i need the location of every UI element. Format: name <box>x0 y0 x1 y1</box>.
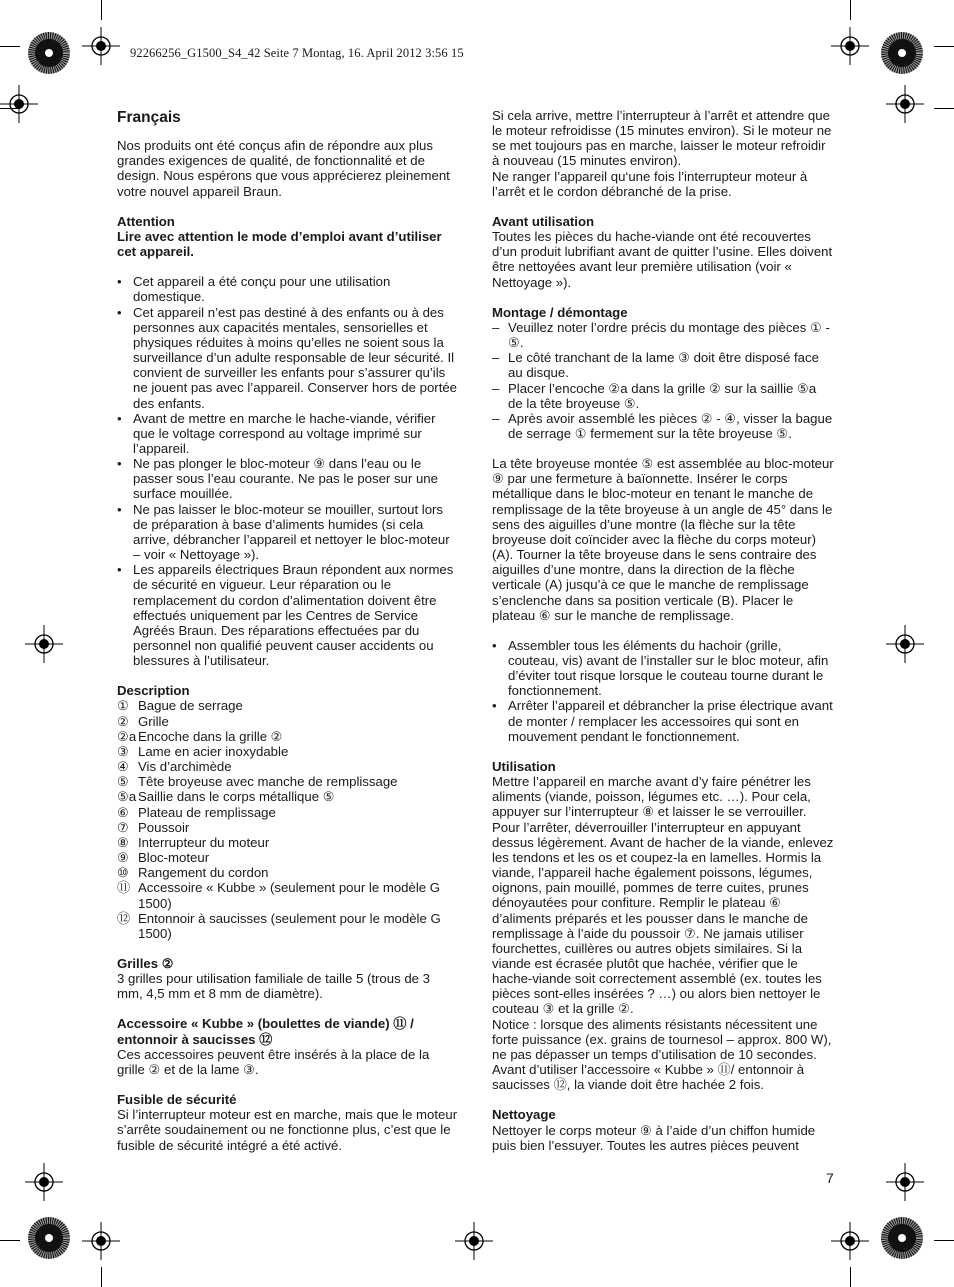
page-number: 7 <box>826 1170 834 1186</box>
list-item: • Assembler tous les éléments du hachoir (grille, couteau, vis) avant de l’installer sur le bloc moteur, afin d’éviter tout risque lorsque le couteau tourne durant le fonctionnement. <box>492 638 834 699</box>
accessoire-text: Ces accessoires peuvent être insérés à la place de la grille ② et de la lame ③. <box>117 1046 430 1077</box>
attention-warning: Lire avec attention le mode d’emploi avant d’utiliser cet appareil. <box>117 228 442 260</box>
item-text: Saillie dans le corps métallique ⑤ <box>138 789 335 805</box>
registration-mark-icon <box>831 27 869 65</box>
item-number: ⑤ <box>117 774 129 790</box>
registration-mark-icon <box>886 625 924 663</box>
list-item <box>117 820 459 835</box>
list-item <box>117 805 459 820</box>
item-number: ③ <box>117 743 129 759</box>
list-item: • Cet appareil n’est pas destiné à des enfants ou à des personnes aux capacités mentales, sensorielles et physiques réduites à moins qu’elles ne soient sous la surveillance d’un adulte responsable de leur sécurité. Il convient de surveiller les enfants pour s’assurer qu’ils ne jouent pas avec l’appareil. Conserver hors de portée des enfants. <box>117 305 459 411</box>
accessoire-heading: Accessoire « Kubbe » (boulettes de viande) ⑪ / entonnoir à saucisses ⑫ <box>117 1016 414 1047</box>
item-text: Poussoir <box>138 819 190 835</box>
item-number: ⑧ <box>117 834 129 850</box>
fusible-continued-note: Ne ranger l’appareil qu‘une fois l’interrupteur moteur à l’arrêt et le cordon débranché de la prise. <box>492 168 808 199</box>
item-number: ⑪ <box>117 880 131 896</box>
list-item <box>117 789 459 804</box>
left-column <box>117 108 459 1153</box>
crop-line <box>101 1267 102 1287</box>
item-text: Accessoire « Kubbe » (seulement pour le modèle G 1500) <box>138 880 441 911</box>
utilisation-notice: Notice : lorsque des aliments résistants nécessitent une forte puissance (ex. grains de tournesol – approx. 800 W), ne pas dépasser un temps d’utilisation de 10 secondes. Avant d’utiliser l’accessoire « Kubbe » ⑪/ entonnoir à saucisses ⑫, la viande doit être hachée 2 fois. <box>492 1016 832 1093</box>
list-item <box>117 714 459 729</box>
list-item <box>117 744 459 759</box>
avant-text: Toutes les pièces du hache-viande ont été recouvertes d’un produit lubrifiant avant de quitter l’usine. Elles doivent être nettoyées avant leur première utilisation (voir « Nettoyage »). <box>492 229 833 290</box>
list-item <box>117 698 459 713</box>
list-item <box>117 850 459 865</box>
crop-line <box>101 0 102 20</box>
item-number: ⑩ <box>117 865 129 881</box>
list-item: • Les appareils électriques Braun répondent aux normes de sécurité en vigueur. Leur réparation ou le remplacement du cordon d’alimentation doivent être effectués uniquement par les Centres de Service Agréés Braun. Des réparations effectuées par du personnel non qualifié peuvent causer accidents ou blessures à l’utilisateur. <box>117 562 459 668</box>
list-item <box>117 911 459 941</box>
utilisation-text: Mettre l’appareil en marche avant d’y faire pénétrer les aliments (viande, poisson, légumes etc. …). Pour cela, appuyer sur l’interrupteur ⑧ et laisser le se verrouiller. Pour l’arrêter, déverrouiller l’interrupteur en appuyant dessus légèrement. Avant de hacher de la viande, enlevez les tendons et les os et coupez-la en lamelles. Hormis la viande, l’appareil hache également poissons, légumes, oignons, pain mouillé, pommes de terre cuites, prunes dénoyautées pour confiture. Remplir le plateau ⑥ d’aliments préparés et les pousser dans le manche de remplissage à l’aide du poussoir ⑦. Ne jamais utiliser fourchettes, cuillères ou autres objets similaires. Si la viande est écrasée plutôt que hachée, vérifier que le hache-viande soit correctement assemblé (ex. toutes les pièces sont-elles insérées ? …) ou alors bien nettoyer le couteau ③ et la grille ②. <box>492 774 834 1017</box>
intro-paragraph: Nos produits ont été conçus afin de répondre aux plus grandes exigences de qualité, de fonctionnalité et de design. Nous espérons que vous apprécierez pleinement votre nouvel appareil Braun. <box>117 138 450 199</box>
list-item: – Le côté tranchant de la lame ③ doit être disposé face au disque. <box>492 350 834 380</box>
item-number: ⑥ <box>117 804 129 820</box>
registration-mark-icon <box>0 85 38 123</box>
item-text: Rangement du cordon <box>138 865 269 881</box>
list-item: • Ne pas laisser le bloc-moteur se mouiller, surtout lors de préparation à base d’aliments humides (si cela arrive, débrancher l’appareil et nettoyer le bloc-moteur – voir « Nettoyage »). <box>117 502 459 563</box>
registration-mark-icon <box>25 1163 63 1201</box>
item-text: Tête broyeuse avec manche de remplissage <box>138 774 398 790</box>
list-item: – Après avoir assemblé les pièces ② - ④, visser la bague de serrage ① fermement sur la tête broyeuse ⑤. <box>492 411 834 441</box>
item-text: Plateau de remplissage <box>138 804 276 820</box>
fusible-heading: Fusible de sécurité <box>117 1092 237 1108</box>
registration-mark-icon <box>82 1222 120 1260</box>
registration-mark-icon <box>455 1222 493 1260</box>
list-item: • Cet appareil a été conçu pour une utilisation domestique. <box>117 274 459 304</box>
nettoyage-text: Nettoyer le corps moteur ⑨ à l’aide d’un chiffon humide puis bien l’essuyer. Toutes les autres pièces peuvent <box>492 1122 816 1153</box>
registration-mark-icon <box>886 1163 924 1201</box>
list-item <box>117 835 459 850</box>
utilisation-heading: Utilisation <box>492 758 556 774</box>
list-item: – Placer l’encoche ②a dans la grille ② sur la saillie ⑤a de la tête broyeuse ⑤. <box>492 381 834 411</box>
item-number: ⑤a <box>117 789 137 805</box>
crop-line <box>934 108 954 109</box>
list-item: • Avant de mettre en marche le hache-viande, vérifier que le voltage correspond au voltage imprimé sur l’appareil. <box>117 411 459 456</box>
color-wheel-icon <box>27 31 71 75</box>
crop-line <box>934 1240 954 1241</box>
montage-list <box>492 320 834 441</box>
crop-line <box>0 1240 20 1241</box>
registration-mark-icon <box>886 85 924 123</box>
grilles-text: 3 grilles pour utilisation familiale de taille 5 (trous de 3 mm, 4,5 mm et 8 mm de diamètre). <box>117 971 430 1002</box>
item-number: ⑨ <box>117 850 129 866</box>
montage-bullets <box>492 638 834 744</box>
description-heading: Description <box>117 683 190 699</box>
nettoyage-heading: Nettoyage <box>492 1107 556 1123</box>
right-column <box>492 108 834 1153</box>
crop-line <box>0 46 20 47</box>
list-item <box>117 729 459 744</box>
item-text: Lame en acier inoxydable <box>138 743 289 759</box>
registration-mark-icon <box>831 1222 869 1260</box>
registration-mark-icon <box>82 27 120 65</box>
list-item: – Veuillez noter l’ordre précis du montage des pièces ① - ⑤. <box>492 320 834 350</box>
crop-line <box>850 0 851 20</box>
item-text: Grille <box>138 713 169 729</box>
list-item: • Ne pas plonger le bloc-moteur ⑨ dans l’eau ou le passer sous l’eau courante. Ne pas le poser sur une surface mouillée. <box>117 456 459 501</box>
item-number: ⑫ <box>117 910 131 926</box>
list-item <box>117 774 459 789</box>
montage-heading: Montage / démontage <box>492 304 628 320</box>
item-text: Bloc-moteur <box>138 850 210 866</box>
item-text: Bague de serrage <box>138 698 243 714</box>
item-text: Entonnoir à saucisses (seulement pour le modèle G 1500) <box>138 910 441 941</box>
list-item <box>117 759 459 774</box>
item-number: ④ <box>117 759 129 775</box>
list-item <box>117 865 459 880</box>
list-item <box>117 880 459 910</box>
page-title: Français <box>117 109 181 126</box>
item-text: Vis d’archimède <box>138 759 232 775</box>
avant-heading: Avant utilisation <box>492 213 595 229</box>
description-list <box>117 698 459 941</box>
attention-heading: Attention <box>117 213 175 229</box>
fusible-continued: Si cela arrive, mettre l’interrupteur à l’arrêt et attendre que le moteur refroidisse (15 minutes environ). Si le moteur ne se met toujours pas en marche, laisser le moteur refroidir à nouveau (15 minutes environ). <box>492 108 832 169</box>
safety-list <box>117 274 459 668</box>
item-number: ⑦ <box>117 819 129 835</box>
crop-line <box>850 1267 851 1287</box>
registration-mark-icon <box>25 625 63 663</box>
grilles-heading: Grilles ② <box>117 955 174 971</box>
color-wheel-icon <box>880 31 924 75</box>
color-wheel-icon <box>880 1216 924 1260</box>
item-number: ① <box>117 698 129 714</box>
crop-line <box>934 46 954 47</box>
print-header: 92266256_G1500_S4_42 Seite 7 Montag, 16. April 2012 3:56 15 <box>130 46 464 60</box>
montage-text: La tête broyeuse montée ⑤ est assemblée au bloc-moteur ⑨ par une fermeture à baïonnette. Insérer le corps métallique dans le bloc-moteur en tenant le manche de remplissage de la tête broyeuse à un angle de 45° dans le sens des aiguilles d’une montre (la flèche sur la tête broyeuse doit coïncider avec la flèche du corps moteur) (A). Tourner la tête broyeuse dans le sens contraire des aiguilles d’une montre, dans la direction de la flèche verticale (A) jusqu’à ce que le manche de remplissage s’enclenche dans sa position verticale (B). Placer le plateau ⑥ sur le manche de remplissage. <box>492 456 834 623</box>
item-number: ②a <box>117 728 137 744</box>
list-item: • Arrêter l’appareil et débrancher la prise électrique avant de monter / remplacer les accessoires qui sont en mouvement pendant le fonctionnement. <box>492 698 834 743</box>
item-text: Encoche dans la grille ② <box>138 728 283 744</box>
item-text: Interrupteur du moteur <box>138 834 270 850</box>
fusible-text: Si l’interrupteur moteur est en marche, mais que le moteur s’arrête soudainement ou ne fonctionne plus, c’est que le fusible de sécurité intégré a été activé. <box>117 1107 458 1153</box>
color-wheel-icon <box>27 1216 71 1260</box>
item-number: ② <box>117 713 129 729</box>
